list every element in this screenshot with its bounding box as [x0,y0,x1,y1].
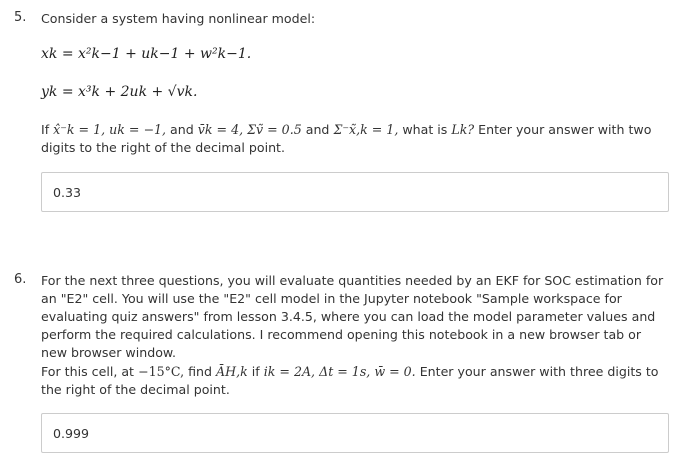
q6-if: if [251,364,260,379]
q5-cond-u: uk = −1, [109,122,167,137]
q6-cond-i: ik = 2A, [263,364,316,379]
question-5-number: 5. [14,10,27,25]
q5-cond-xhat: x̂⁻k = 1, [53,122,106,137]
q5-cond-vbar: v̄k = 4, [197,122,244,137]
q5-and-1: and [170,122,194,137]
question-6-paragraph: For the next three questions, you will evaluate quantities needed by an EKF for SOC estimation for an "E2" cell. You will use the "E2" cell model in the Jupyter notebook "Sample workspace for evaluating quiz answers" from lesson 3.4.5, where you can load the model parameter values and perform the required calculations. I recommend opening this notebook in a new browser tab or new browser window. [41,273,664,360]
question-5-answer-input[interactable] [41,172,669,212]
q6-prompt-pre: For this cell, at [41,364,134,379]
q5-cond-sigma-v: Σṽ = 0.5 [247,122,302,137]
question-6-prompt [41,363,671,399]
q5-prompt-pre: If [41,122,50,137]
question-5-prompt [41,121,671,157]
question-6-answer-input[interactable] [41,413,669,453]
q5-prompt-post: Enter your answer with two digits to the right of the decimal point. [41,122,652,155]
q5-what-is: what is [402,122,448,137]
question-6-number: 6. [14,272,27,287]
q6-find: find [188,364,213,379]
state-equation: xk = x²k−1 + uk−1 + w²k−1. [41,46,252,62]
output-equation: yk = x³k + 2uk + √vk. [41,84,198,100]
q6-prompt-post: Enter your answer with three digits to the right of the decimal point. [41,364,659,397]
q6-temperature: −15°C, [138,364,185,379]
q6-cond-w: w̄ = 0. [374,364,416,379]
q6-cond-dt: Δt = 1s, [319,364,371,379]
q6-target-ah: ĀH,k [216,364,248,379]
q5-and-2: and [305,122,330,137]
q5-cond-sigma-x: Σ⁻x̃,k = 1, [333,122,399,137]
question-5-intro: Consider a system having nonlinear model: [41,11,316,26]
q5-target-lk: Lk? [451,122,475,137]
